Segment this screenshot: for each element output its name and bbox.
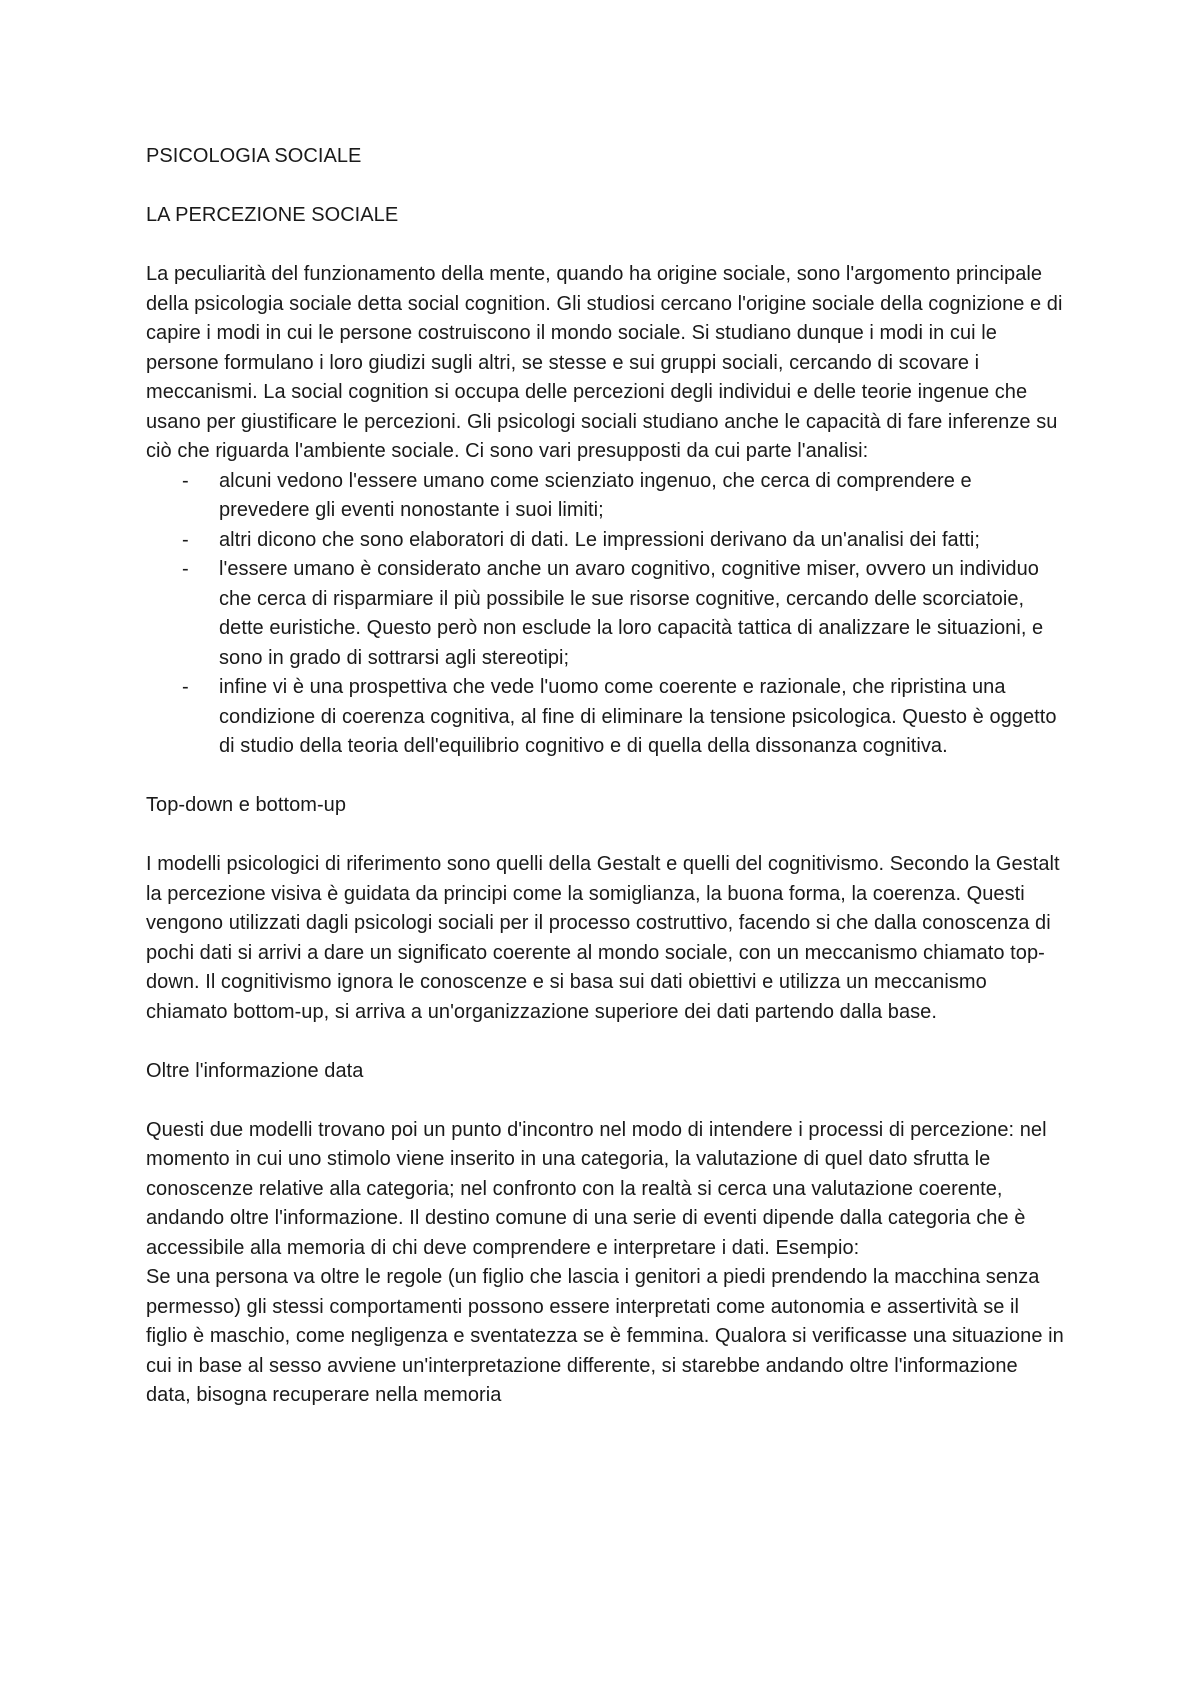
list-item-text: altri dicono che sono elaboratori di dati. Le impressioni derivano da un'analisi dei fatti; (219, 528, 981, 551)
document-title: PSICOLOGIA SOCIALE (146, 145, 362, 167)
list-item-text: l'essere umano è considerato anche un avaro cognitivo, cognitive miser, ovvero un individuo che cerca di risparmiare il più possibile le sue risorse cognitive, cercando delle scorciatoie, dette euristiche. Questo però non esclude la loro capacità tattica di analizzare le situazioni, e sono in grado di sottrarsi agli stereotipi; (219, 558, 1044, 669)
spacer (146, 172, 1066, 202)
assumptions-list (146, 467, 1066, 762)
spacer (146, 1027, 1066, 1057)
list-item (146, 673, 1066, 762)
spacer (146, 762, 1066, 792)
section-heading-oltre-informazione: Oltre l'informazione data (146, 1059, 364, 1082)
list-item-text: alcuni vedono l'essere umano come scienziato ingenuo, che cerca di comprendere e prevedere gli eventi nonostante i suoi limiti; (219, 469, 972, 521)
list-marker: - (182, 558, 189, 580)
section-paragraph-oltre-1: Questi due modelli trovano poi un punto d'incontro nel modo di intendere i processi di percezione: nel momento in cui uno stimolo viene inserito in una categoria, la valutazione di quel dato sfrutta le conoscenze relative alla categoria; nel confronto con la realtà si cerca una valutazione coerente, andando oltre l'informazione. Il destino comune di una serie di eventi dipende dalla categoria che è accessibile alla memoria di chi deve comprendere e interpretare i dati. Esempio: (146, 1118, 1047, 1259)
spacer (146, 821, 1066, 851)
section-paragraph-top-down: I modelli psicologici di riferimento sono quelli della Gestalt e quelli del cognitivismo. Secondo la Gestalt la percezione visiva è guidata da principi come la somiglianza, la buona forma, la coerenza. Questi vengono utilizzati dagli psicologi sociali per il processo costruttivo, facendo si che dalla conoscenza di pochi dati si arrivi a dare un significato coerente al mondo sociale, con un meccanismo chiamato top-down. Il cognitivismo ignora le conoscenze e si basa sui dati obiettivi e utilizza un meccanismo chiamato bottom-up, si arriva a un'organizzazione superiore dei dati partendo dalla base. (146, 853, 1060, 1023)
section-paragraph-oltre-2: Se una persona va oltre le regole (un figlio che lascia i genitori a piedi prendendo la macchina senza permesso) gli stessi comportamenti possono essere interpretati come autonomia e assertività se il figlio è maschio, come negligenza e sventatezza se è femmina. Qualora si verificasse una situazione in cui in base al sesso avviene un'interpretazione differente, si starebbe andando oltre l'informazione data, bisogna recuperare nella memoria (146, 1266, 1064, 1406)
document-page (146, 142, 1066, 1411)
spacer (146, 231, 1066, 261)
section-heading-percezione-sociale: LA PERCEZIONE SOCIALE (146, 204, 399, 226)
list-item (146, 555, 1066, 673)
section-paragraph-intro: La peculiarità del funzionamento della mente, quando ha origine sociale, sono l'argomento principale della psicologia sociale detta social cognition. Gli studiosi cercano l'origine sociale della cognizione e di capire i modi in cui le persone costruiscono il mondo sociale. Si studiano dunque i modi in cui le persone formulano i loro giudizi sugli altri, se stesse e sui gruppi sociali, cercando di scovare i meccanismi. La social cognition si occupa delle percezioni degli individui e delle teorie ingenue che usano per giustificare le percezioni. Gli psicologi sociali studiano anche le capacità di fare inferenze su ciò che riguarda l'ambiente sociale. Ci sono vari presupposti da cui parte l'analisi: (146, 263, 1063, 462)
list-marker: - (182, 469, 189, 492)
list-marker: - (182, 676, 189, 698)
list-item (146, 526, 1066, 556)
list-item (146, 467, 1066, 526)
list-item-text: infine vi è una prospettiva che vede l'uomo come coerente e razionale, che ripristina una condizione di coerenza cognitiva, al fine di eliminare la tensione psicologica. Questo è oggetto di studio della teoria dell'equilibrio cognitivo e di quella della dissonanza cognitiva. (219, 676, 1057, 757)
list-marker: - (182, 528, 189, 551)
section-heading-top-down: Top-down e bottom-up (146, 794, 347, 816)
spacer (146, 1086, 1066, 1116)
